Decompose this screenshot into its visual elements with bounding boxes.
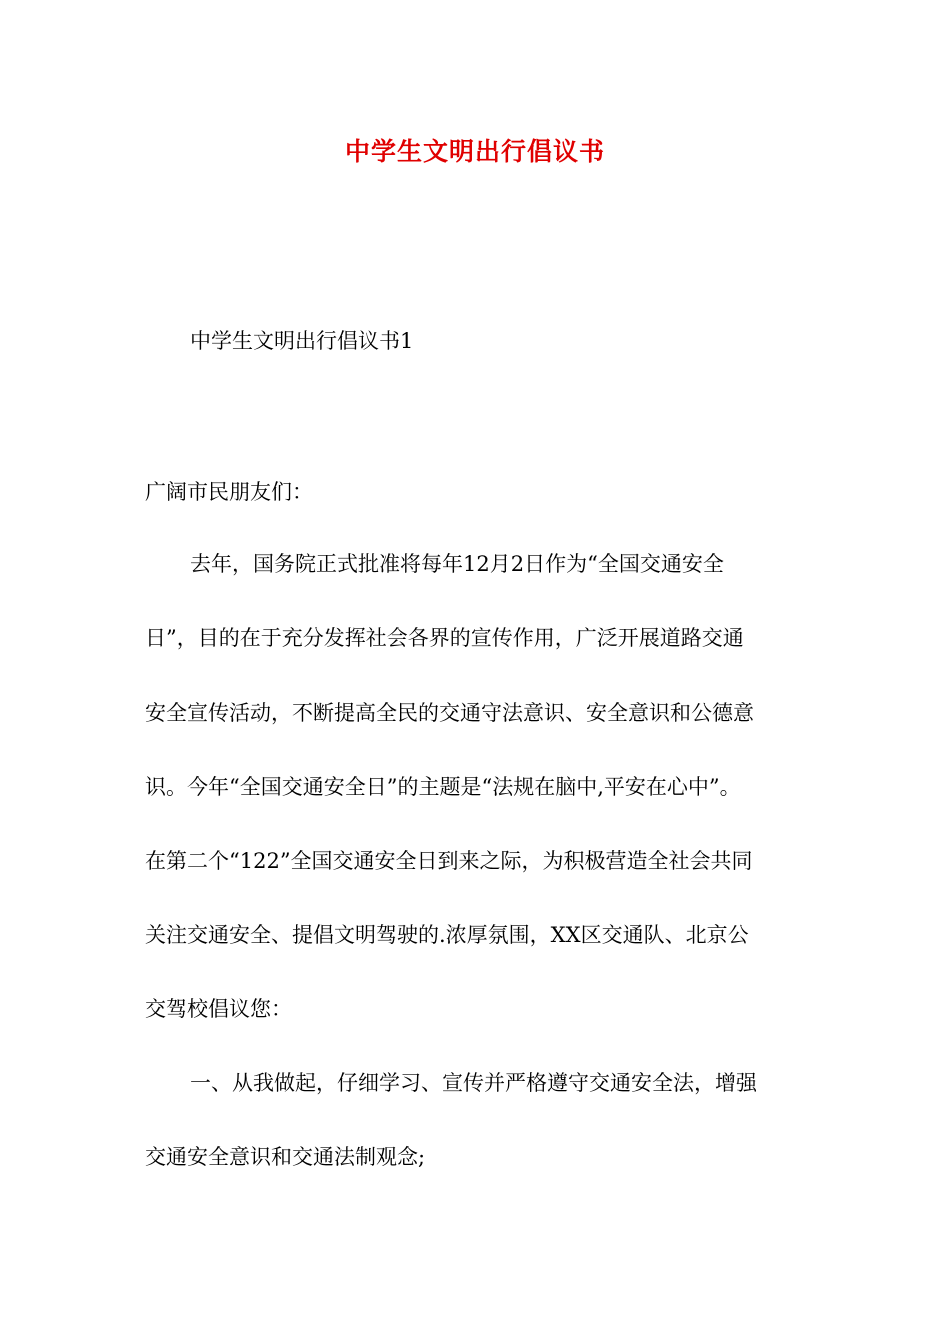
body-line: 识。今年“全国交通安全日”的主题是“法规在脑中,平安在心中”。: [145, 775, 741, 799]
document-subtitle: 中学生文明出行倡议书1: [190, 329, 414, 353]
body-line: 交通安全意识和交通法制观念;: [145, 1145, 426, 1169]
body-line: 日”，目的在于充分发挥社会各界的宣传作用，广泛开展道路交通: [145, 626, 744, 650]
body-line: 关注交通安全、提倡文明驾驶的.浓厚氛围，XX区交通队、北京公: [145, 923, 749, 947]
body-line: 交驾校倡议您：: [145, 997, 292, 1021]
document-title: 中学生文明出行倡议书: [344, 137, 605, 166]
body-line: 去年，国务院正式批准将每年12月2日作为“全国交通安全: [190, 552, 724, 576]
body-line: 一、从我做起，仔细学习、宣传并严格遵守交通安全法，增强: [190, 1071, 757, 1095]
body-line: 安全宣传活动，不断提高全民的交通守法意识、安全意识和公德意: [145, 701, 754, 725]
salutation: 广阔市民朋友们：: [145, 480, 313, 504]
body-line: 在第二个“122”全国交通安全日到来之际，为积极营造全社会共同: [145, 849, 753, 873]
